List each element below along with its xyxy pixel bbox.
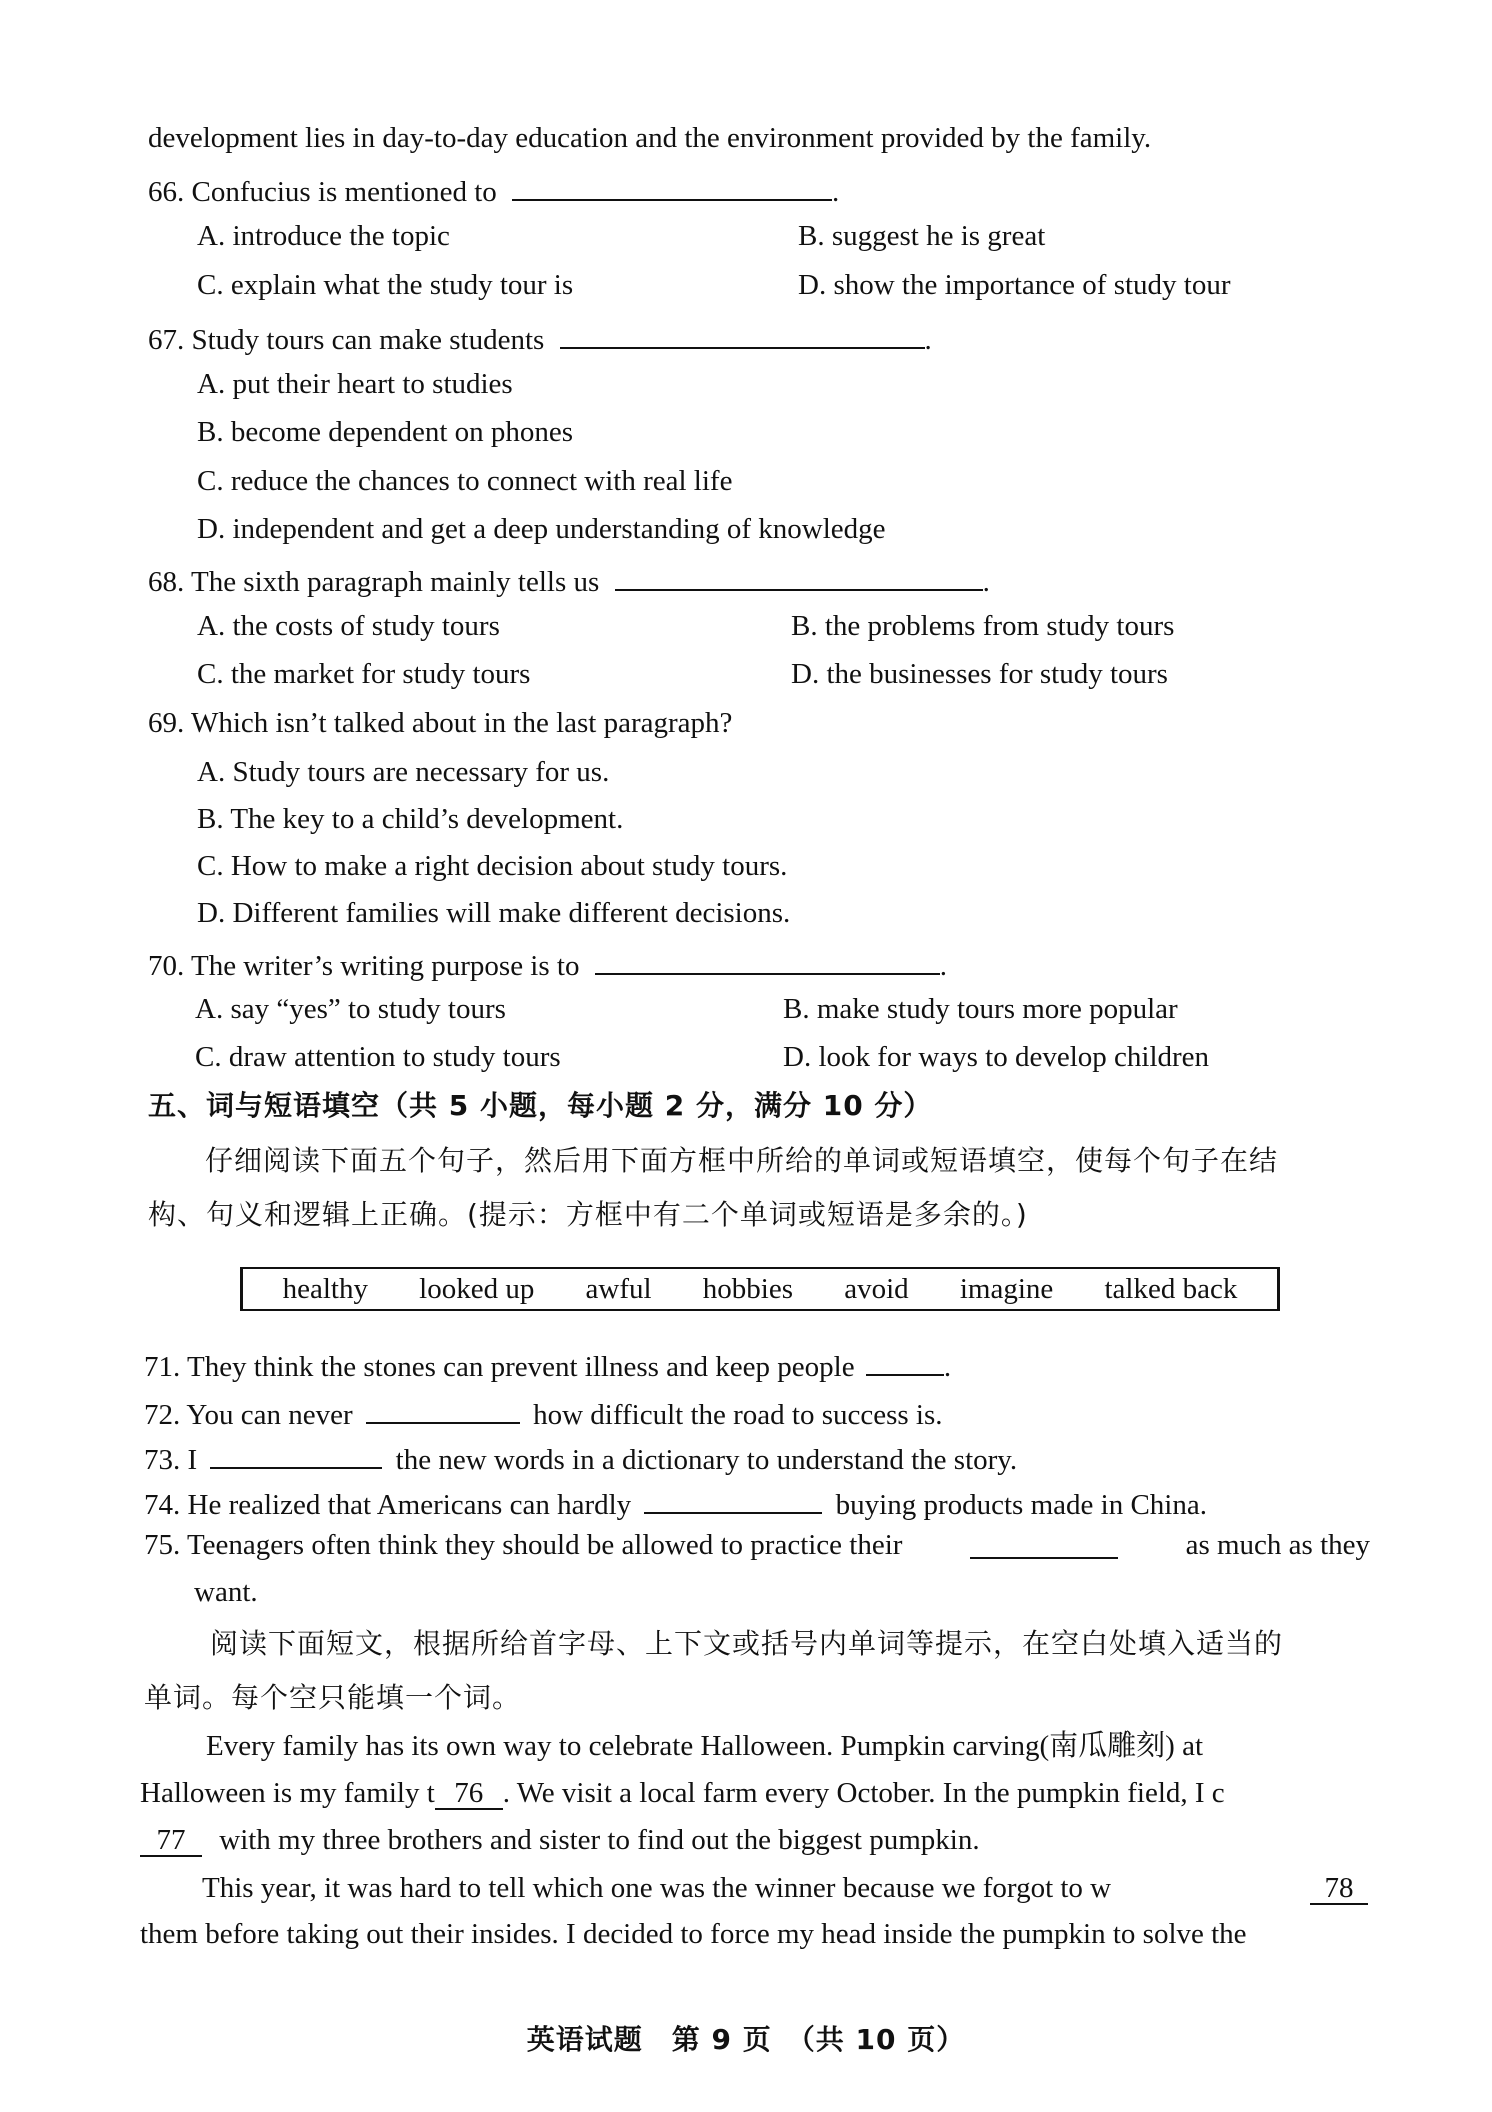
section-5-instruction-line-2: 构、句义和逻辑上正确。(提示：方框中有二个单词或短语是多余的。) (148, 1198, 1028, 1231)
question-67: 67. Study tours can make students . (148, 321, 932, 355)
option-69-a[interactable]: A. Study tours are necessary for us. (197, 756, 610, 788)
sentence-75-continued: want. (194, 1576, 258, 1608)
answer-blank-72[interactable] (366, 1396, 520, 1424)
answer-blank-68[interactable] (615, 563, 983, 591)
option-66-a[interactable]: A. introduce the topic (197, 220, 450, 252)
option-68-d[interactable]: D. the businesses for study tours (791, 658, 1168, 690)
option-69-c[interactable]: C. How to make a right decision about study tours. (197, 850, 788, 882)
question-68: 68. The sixth paragraph mainly tells us . (148, 563, 990, 597)
option-70-c[interactable]: C. draw attention to study tours (195, 1041, 561, 1073)
answer-blank-66[interactable] (512, 173, 832, 201)
question-70: 70. The writer’s writing purpose is to . (148, 947, 947, 981)
option-66-b[interactable]: B. suggest he is great (798, 220, 1046, 252)
question-66-stem: 66. Confucius is mentioned to (148, 176, 497, 208)
question-66: 66. Confucius is mentioned to . (148, 173, 839, 207)
answer-blank-75[interactable] (970, 1531, 1118, 1559)
option-66-c[interactable]: C. explain what the study tour is (197, 269, 574, 301)
passage-line-2: Halloween is my family t 76 . We visit a local farm every October. In the pumpkin field, I c (140, 1777, 1225, 1809)
section-6-instruction-line-1: 阅读下面短文，根据所给首字母、上下文或括号内单词等提示，在空白处填入适当的 (210, 1627, 1284, 1660)
option-68-a[interactable]: A. the costs of study tours (197, 610, 500, 642)
word-bank-item: looked up (419, 1272, 535, 1305)
word-bank-item: avoid (844, 1272, 909, 1305)
word-bank-item: awful (585, 1272, 652, 1305)
question-70-stem: 70. The writer’s writing purpose is to (148, 950, 580, 982)
option-67-c[interactable]: C. reduce the chances to connect with real life (197, 465, 733, 497)
cloze-blank-78[interactable]: 78 (1310, 1874, 1368, 1905)
option-67-b[interactable]: B. become dependent on phones (197, 416, 574, 448)
section-5-heading: 五、词与短语填空（共 5 小题，每小题 2 分，满分 10 分） (148, 1089, 933, 1122)
option-69-d[interactable]: D. Different families will make different decisions. (197, 897, 791, 929)
option-69-b[interactable]: B. The key to a child’s development. (197, 803, 624, 835)
word-bank-item: talked back (1104, 1272, 1238, 1305)
answer-blank-71[interactable] (866, 1348, 944, 1376)
option-67-a[interactable]: A. put their heart to studies (197, 368, 513, 400)
sentence-71: 71. They think the stones can prevent illness and keep people . (144, 1348, 951, 1382)
option-70-a[interactable]: A. say “yes” to study tours (195, 993, 506, 1025)
answer-blank-73[interactable] (210, 1441, 382, 1469)
option-70-b[interactable]: B. make study tours more popular (783, 993, 1178, 1025)
answer-blank-67[interactable] (560, 321, 925, 349)
option-68-c[interactable]: C. the market for study tours (197, 658, 531, 690)
answer-blank-74[interactable] (644, 1486, 822, 1514)
cloze-blank-76[interactable]: 76 (435, 1779, 503, 1810)
page-footer: 英语试题 第 9 页 （共 10 页） (526, 2023, 966, 2056)
passage-line-1: Every family has its own way to celebrate Halloween. Pumpkin carving(南瓜雕刻) at (206, 1730, 1204, 1762)
intro-line: development lies in day-to-day education and the environment provided by the family. (148, 122, 1152, 154)
word-bank-box (240, 1267, 1280, 1311)
word-bank-item: imagine (959, 1272, 1054, 1305)
answer-blank-70[interactable] (595, 947, 940, 975)
section-5-instruction-line-1: 仔细阅读下面五个句子，然后用下面方框中所给的单词或短语填空，使每个句子在结 (205, 1144, 1279, 1177)
question-69-stem: 69. Which isn’t talked about in the last paragraph? (148, 707, 733, 739)
passage-line-3: 77 with my three brothers and sister to find out the biggest pumpkin. (140, 1826, 980, 1857)
sentence-72: 72. You can never how difficult the road to success is. (144, 1396, 943, 1430)
option-70-d[interactable]: D. look for ways to develop children (783, 1041, 1210, 1073)
option-67-d[interactable]: D. independent and get a deep understanding of knowledge (197, 513, 886, 545)
option-66-d[interactable]: D. show the importance of study tour (798, 269, 1231, 301)
sentence-74: 74. He realized that Americans can hardly buying products made in China. (144, 1486, 1207, 1520)
question-67-stem: 67. Study tours can make students (148, 324, 545, 356)
sentence-75: 75. Teenagers often think they should be allowed to practice their as much as they (144, 1529, 1370, 1561)
option-68-b[interactable]: B. the problems from study tours (791, 610, 1175, 642)
question-68-stem: 68. The sixth paragraph mainly tells us (148, 566, 600, 598)
section-6-instruction-line-2: 单词。每个空只能填一个词。 (144, 1681, 522, 1714)
sentence-73: 73. I the new words in a dictionary to understand the story. (144, 1441, 1017, 1475)
passage-line-5: them before taking out their insides. I decided to force my head inside the pumpkin to solve the (140, 1918, 1247, 1950)
word-bank-item: hobbies (702, 1272, 793, 1305)
passage-line-4: This year, it was hard to tell which one was the winner because we forgot to w 78 (202, 1874, 1368, 1905)
cloze-blank-77[interactable]: 77 (140, 1826, 202, 1857)
word-bank-item: healthy (282, 1272, 368, 1305)
